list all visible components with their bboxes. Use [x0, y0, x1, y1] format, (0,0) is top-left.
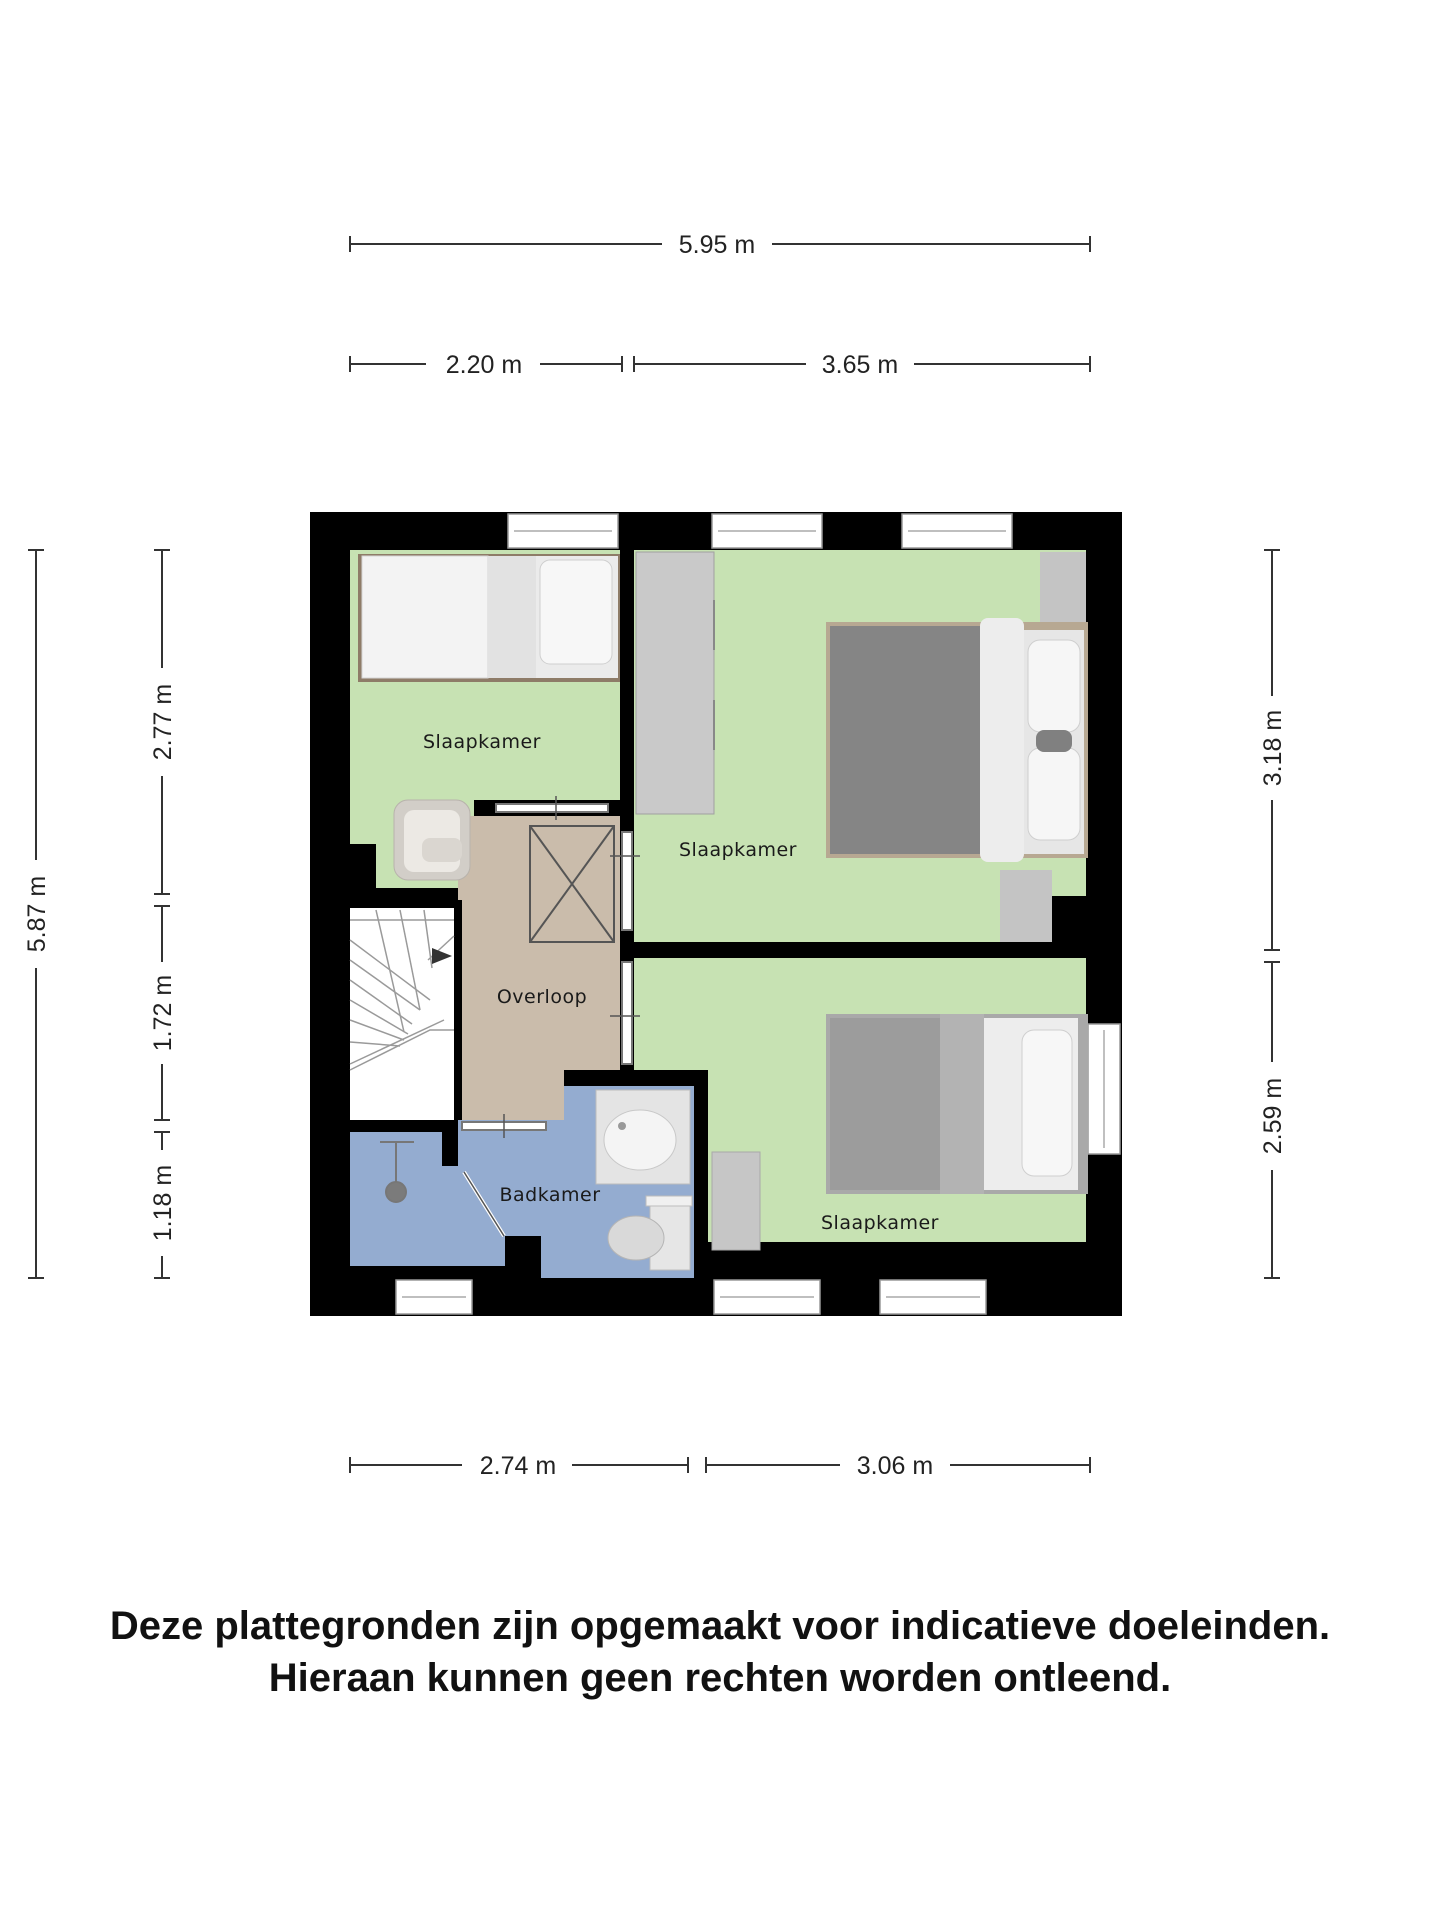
room-label-bathroom: Badkamer [499, 1184, 601, 1206]
disclaimer-line-1: Deze plattegronden zijn opgemaakt voor indicatieve doeleinden. [109, 1604, 1331, 1648]
dimension-bottom-left-label: 2.74 m [479, 1452, 557, 1480]
sink [596, 1090, 690, 1184]
dimension-left-middle-label: 1.72 m [149, 974, 177, 1052]
dimension-top-total-label: 5.95 m [678, 231, 756, 259]
disclaimer-line-2: Hieraan kunnen geen rechten worden ontleend. [268, 1656, 1172, 1700]
wardrobe [636, 552, 714, 814]
dimension-bottom-right-label: 3.06 m [856, 1452, 934, 1480]
dimension-left-total-label: 5.87 m [23, 875, 51, 953]
nightstand-bottom [1000, 870, 1052, 942]
stairwell [350, 908, 454, 1120]
dimension-top-right-label: 3.65 m [821, 351, 899, 379]
dimension-left-lower-label: 1.18 m [149, 1164, 177, 1242]
dimension-right-lower-label: 2.59 m [1259, 1077, 1287, 1155]
dimension-top-left-label: 2.20 m [445, 351, 523, 379]
disclaimer [0, 1600, 1440, 1704]
room-label-bedroom-small: Slaapkamer [422, 731, 542, 753]
armchair [394, 800, 470, 880]
double-bed-bottom [826, 1014, 1088, 1194]
dimension-left-upper-label: 2.77 m [149, 683, 177, 761]
double-bed-master [826, 618, 1088, 862]
bathroom-shelf [646, 1196, 692, 1206]
nightstand-top [1040, 552, 1086, 622]
room-label-bedroom-bottom: Slaapkamer [820, 1212, 940, 1234]
room-label-landing: Overloop [496, 986, 588, 1008]
dimension-right-upper-label: 3.18 m [1259, 709, 1287, 787]
desk [712, 1152, 760, 1250]
single-bed [358, 554, 620, 682]
room-label-bedroom-master: Slaapkamer [678, 839, 798, 861]
